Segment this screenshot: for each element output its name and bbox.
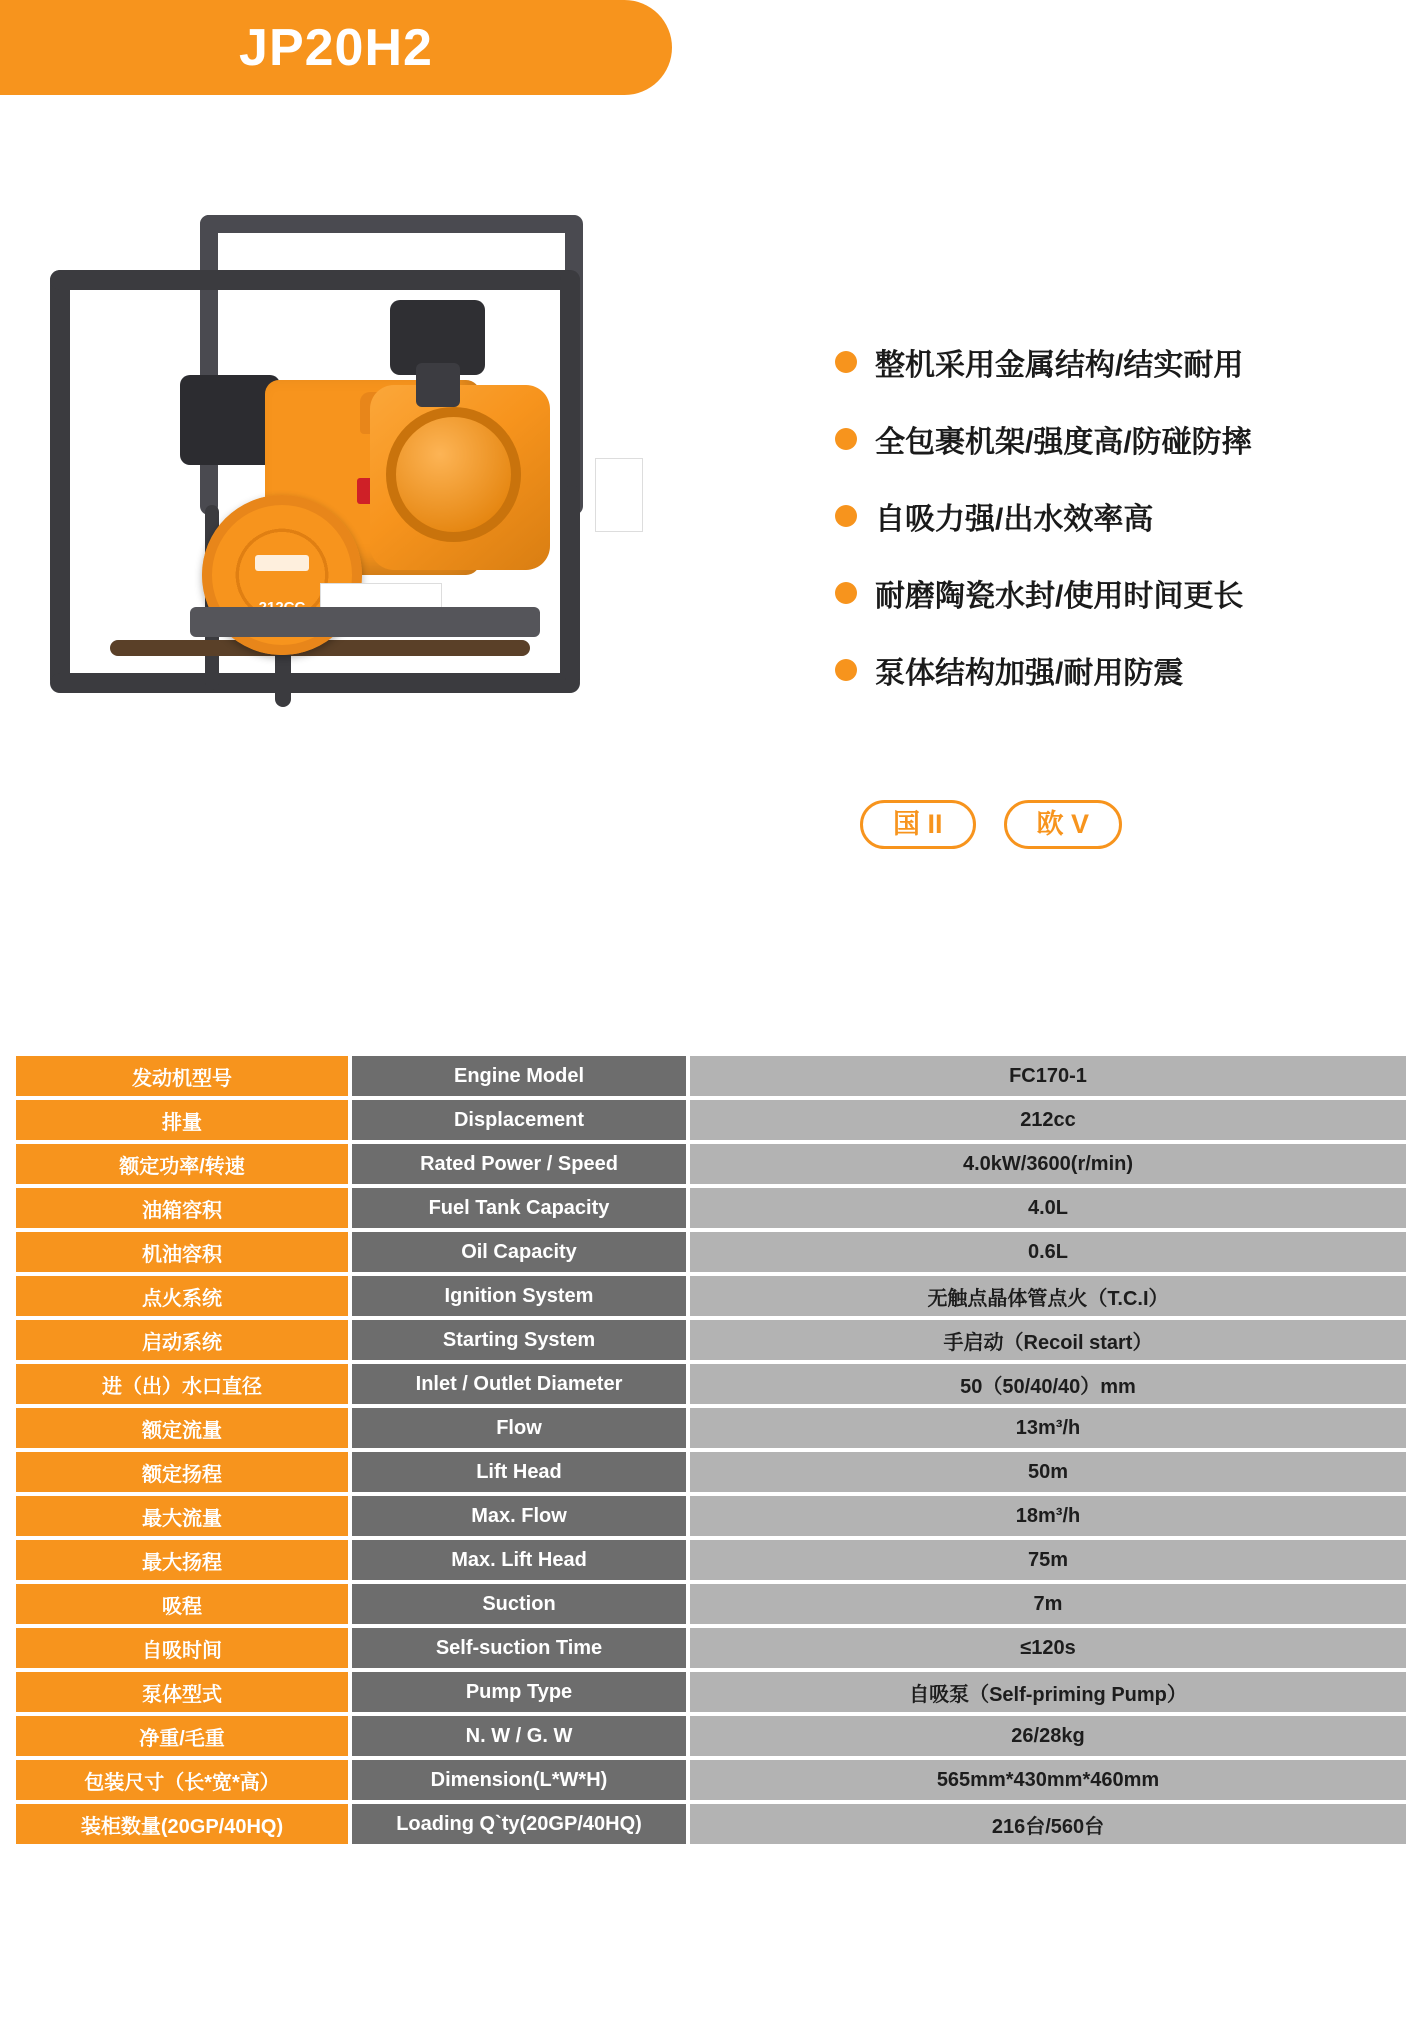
table-row xyxy=(16,1496,1406,1536)
bullet-dot-icon xyxy=(835,505,857,527)
spec-value: 0.6L xyxy=(690,1232,1406,1272)
feature-item xyxy=(835,648,1395,692)
bullet-dot-icon xyxy=(835,351,857,373)
table-row xyxy=(16,1672,1406,1712)
spec-name-cn: 自吸时间 xyxy=(16,1628,348,1668)
pump-volute xyxy=(386,407,521,542)
spec-value: 26/28kg xyxy=(690,1716,1406,1756)
table-row xyxy=(16,1188,1406,1228)
spec-name-en: Flow xyxy=(352,1408,686,1448)
spec-value: 216台/560台 xyxy=(690,1804,1406,1844)
spec-value: ≤120s xyxy=(690,1628,1406,1668)
spec-value: 50m xyxy=(690,1452,1406,1492)
spec-value: 565mm*430mm*460mm xyxy=(690,1760,1406,1800)
bullet-dot-icon xyxy=(835,659,857,681)
spec-name-cn: 进（出）水口直径 xyxy=(16,1364,348,1404)
table-row xyxy=(16,1364,1406,1404)
spec-name-en: Suction xyxy=(352,1584,686,1624)
spec-value: 无触点晶体管点火（T.C.I） xyxy=(690,1276,1406,1316)
spec-name-cn: 最大流量 xyxy=(16,1496,348,1536)
spec-name-cn: 泵体型式 xyxy=(16,1672,348,1712)
recoil-brand-strip xyxy=(255,555,309,571)
frame-bar xyxy=(50,673,580,693)
table-row xyxy=(16,1100,1406,1140)
feature-item xyxy=(835,417,1395,461)
spec-name-en: Oil Capacity xyxy=(352,1232,686,1272)
spec-value: FC170-1 xyxy=(690,1056,1406,1096)
pump-unit-illustration xyxy=(180,345,580,645)
spec-name-cn: 最大扬程 xyxy=(16,1540,348,1580)
spec-value: 7m xyxy=(690,1584,1406,1624)
table-row xyxy=(16,1716,1406,1756)
table-row xyxy=(16,1540,1406,1580)
spec-value: 自吸泵（Self-priming Pump） xyxy=(690,1672,1406,1712)
feature-label: 整机采用金属结构/结实耐用 xyxy=(875,349,1244,382)
spec-name-cn: 额定功率/转速 xyxy=(16,1144,348,1184)
pump-head xyxy=(370,385,550,570)
spec-name-cn: 装柜数量(20GP/40HQ) xyxy=(16,1804,348,1844)
spec-sticker xyxy=(595,458,643,532)
emission-standard-badges xyxy=(860,800,1122,849)
frame-foot xyxy=(275,647,291,707)
spec-name-en: Max. Flow xyxy=(352,1496,686,1536)
spec-name-cn: 额定扬程 xyxy=(16,1452,348,1492)
feature-item xyxy=(835,494,1395,538)
spec-name-en: Starting System xyxy=(352,1320,686,1360)
table-row xyxy=(16,1232,1406,1272)
spec-name-cn: 包装尺寸（长*宽*高） xyxy=(16,1760,348,1800)
specification-table-body xyxy=(16,1056,1406,1844)
spec-name-cn: 油箱容积 xyxy=(16,1188,348,1228)
spec-value: 4.0L xyxy=(690,1188,1406,1228)
table-row xyxy=(16,1804,1406,1844)
table-row xyxy=(16,1056,1406,1096)
spec-name-en: Fuel Tank Capacity xyxy=(352,1188,686,1228)
table-row xyxy=(16,1628,1406,1668)
spec-value: 13m³/h xyxy=(690,1408,1406,1448)
table-row xyxy=(16,1408,1406,1448)
spec-value: 212cc xyxy=(690,1100,1406,1140)
spec-name-en: N. W / G. W xyxy=(352,1716,686,1756)
spec-name-en: Rated Power / Speed xyxy=(352,1144,686,1184)
spec-value: 手启动（Recoil start） xyxy=(690,1320,1406,1360)
table-row xyxy=(16,1584,1406,1624)
bullet-dot-icon xyxy=(835,428,857,450)
bullet-dot-icon xyxy=(835,582,857,604)
spec-name-en: Loading Q`ty(20GP/40HQ) xyxy=(352,1804,686,1844)
feature-label: 耐磨陶瓷水封/使用时间更长 xyxy=(875,580,1244,613)
spec-name-cn: 额定流量 xyxy=(16,1408,348,1448)
spec-value: 75m xyxy=(690,1540,1406,1580)
spec-name-en: Dimension(L*W*H) xyxy=(352,1760,686,1800)
feature-item xyxy=(835,340,1395,384)
spec-name-cn: 排量 xyxy=(16,1100,348,1140)
spec-name-en: Displacement xyxy=(352,1100,686,1140)
feature-label: 全包裹机架/强度高/防碰防摔 xyxy=(875,426,1252,459)
feature-label: 自吸力强/出水效率高 xyxy=(875,503,1154,536)
frame-bar xyxy=(50,270,580,290)
spec-name-cn: 机油容积 xyxy=(16,1232,348,1272)
spec-name-en: Ignition System xyxy=(352,1276,686,1316)
page-title: JP20H2 xyxy=(239,18,433,77)
spec-name-cn: 净重/毛重 xyxy=(16,1716,348,1756)
spec-name-en: Max. Lift Head xyxy=(352,1540,686,1580)
feature-label: 泵体结构加强/耐用防震 xyxy=(875,657,1184,690)
pump-base-plate xyxy=(190,607,540,637)
spec-name-cn: 点火系统 xyxy=(16,1276,348,1316)
frame-bar xyxy=(200,215,580,233)
outlet-neck xyxy=(416,363,460,407)
product-image xyxy=(20,185,780,785)
spec-name-cn: 发动机型号 xyxy=(16,1056,348,1096)
table-row xyxy=(16,1760,1406,1800)
table-row xyxy=(16,1144,1406,1184)
table-row xyxy=(16,1276,1406,1316)
spec-name-cn: 启动系统 xyxy=(16,1320,348,1360)
frame-bar xyxy=(50,270,70,690)
spec-value: 18m³/h xyxy=(690,1496,1406,1536)
table-row xyxy=(16,1320,1406,1360)
spec-name-en: Engine Model xyxy=(352,1056,686,1096)
spec-value: 50（50/40/40）mm xyxy=(690,1364,1406,1404)
product-title-banner xyxy=(0,0,672,95)
standard-badge-china: 国 II xyxy=(860,800,976,849)
spec-name-en: Inlet / Outlet Diameter xyxy=(352,1364,686,1404)
table-row xyxy=(16,1452,1406,1492)
feature-list xyxy=(835,340,1395,725)
spec-name-en: Lift Head xyxy=(352,1452,686,1492)
spec-name-en: Self-suction Time xyxy=(352,1628,686,1668)
feature-item xyxy=(835,571,1395,615)
spec-value: 4.0kW/3600(r/min) xyxy=(690,1144,1406,1184)
specification-table xyxy=(12,1052,1410,1848)
spec-name-cn: 吸程 xyxy=(16,1584,348,1624)
standard-badge-euro: 欧 V xyxy=(1004,800,1123,849)
spec-name-en: Pump Type xyxy=(352,1672,686,1712)
